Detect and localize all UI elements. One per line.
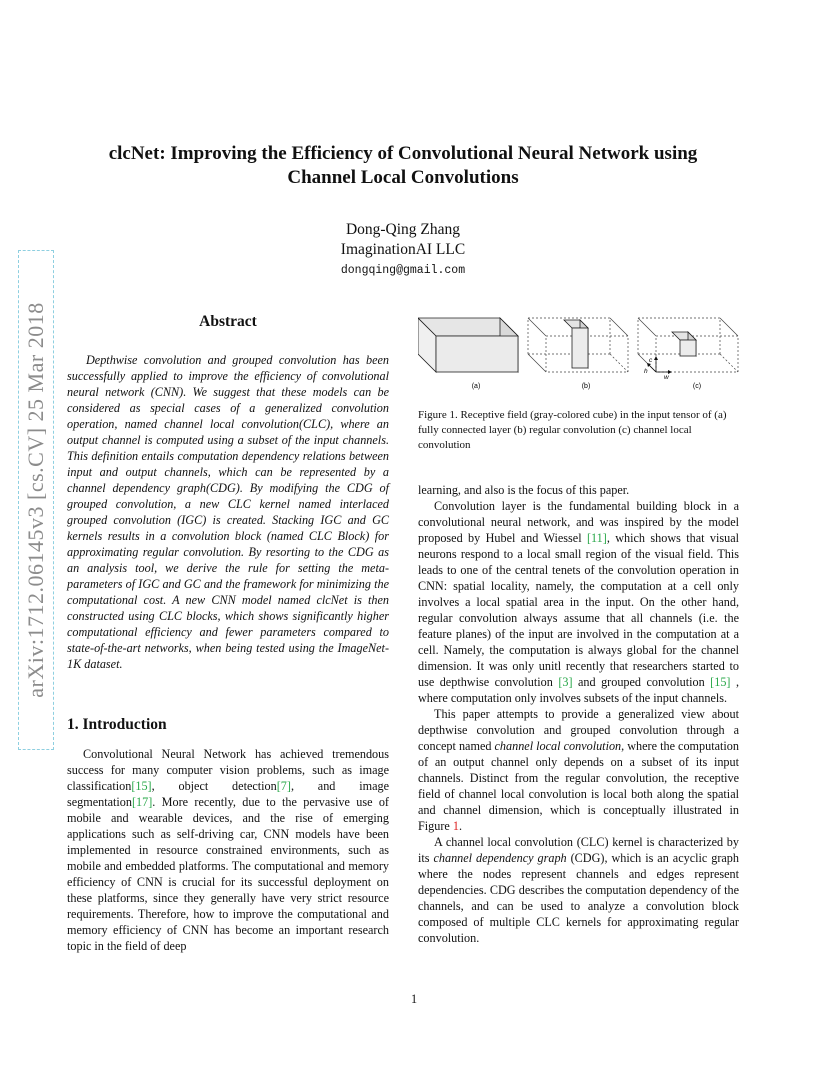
figure-reference-link[interactable]: 1 [452, 819, 459, 833]
text-span: , object detection [151, 779, 277, 793]
author-name: Dong-Qing Zhang [345, 221, 461, 238]
author-block [80, 220, 726, 281]
citation-link[interactable]: [15] [710, 675, 731, 689]
axis-c-label: c [649, 357, 653, 364]
axis-w-label: w [664, 374, 669, 381]
text-span: Convolutional Neural Network has achieved tremendous success for many computer vision problems, such as image classification [67, 747, 389, 793]
text-span: . [458, 819, 463, 833]
emphasis: channel dependency graph [433, 851, 567, 865]
text-span: , and image segmentation [67, 779, 389, 809]
intro-heading: 1. Introduction [67, 716, 167, 733]
abstract-text: Depthwise convolution and grouped convolution has been successfully applied to improve the efficiency of convolutional neural network (CNN). We suggest that these models can be considered as special cases of a generalized convolution operation, named channel local convolution(CLC), where an output channel is computed using a subset of the input channels. This definition entails computation dependency relations between input and output channels, which can be represented by a channel dependency graph(CDG). By modifying the CDG of grouped convolution, a new CLC kernel named interlaced grouped convolution (IGC) is created. Stacking IGC and GC kernels results in a convolution block (named CLC Block) for approximating regular convolution. By resorting to the CDG as an analysis tool, we derive the rule for setting the meta-parameters of IGC and GC and the framework for minimizing the computational cost. A new CNN model named clcNet is then constructed using CLC blocks, which shows significantly higher computational efficiency and fewer parameters compared to state-of-the-art networks, when being tested using the ImageNet-1K dataset. [67, 353, 389, 671]
paragraph-conv-layer [418, 498, 739, 706]
continued-paragraph: learning, and also is the focus of this paper. [418, 483, 630, 497]
text-span: . More recently, due to the pervasive use of mobile and wearable devices, and the rise of emerging applications such as self-driving car, CNN models have been implemented in resource constrained environments, such as mobile and embedded platforms. The computational and memory efficiency of CNN is crucial for its successful deployment on these platforms, since they generally have very strict resource requirements. Therefore, how to improve the computational and memory efficiency of CNN has become an important research topic in the field of deep [67, 795, 389, 953]
author-email: dongqing@gmail.com [340, 264, 466, 277]
cube-a [418, 318, 518, 372]
text-span: Convolution layer is the fundamental building block in a convolutional neural network, and was inspired by the model proposed by Hubel and Wiessel [418, 499, 739, 545]
intro-paragraph [67, 746, 389, 954]
subfig-label-b: (b) [581, 383, 591, 390]
title-line-2: Channel Local Convolutions [287, 167, 519, 188]
paragraph-clc-kernel [418, 834, 739, 946]
page-number: 1 [410, 992, 418, 1006]
receptive-field-diagram [418, 312, 739, 392]
author-affiliation: ImaginationAI LLC [340, 241, 466, 258]
abstract-heading: Abstract [199, 313, 257, 330]
title-line-1: clcNet: Improving the Efficiency of Convolutional Neural Network using [108, 143, 698, 164]
cube-b [528, 318, 628, 372]
emphasis: channel local convolution [494, 739, 622, 753]
right-column [418, 312, 739, 946]
left-column [67, 312, 389, 954]
citation-link[interactable]: [15] [131, 779, 152, 793]
text-span: , where the computation of an output channel only depends on a subset of its input channels. Distinct from the regular convolution, the receptive field of channel local convolution is local both along the spatial and channel dimension, which is conceptually illustrated in Figure [418, 739, 739, 833]
text-span: (CDG), which is an acyclic graph where the nodes represent channels and edges represent dependencies. CDG describes the computation dependency of the channels, and can be used to analyze a convolution block composed of multiple CLC kernels for approximating regular convolution. [418, 851, 739, 945]
citation-link[interactable]: [7] [276, 779, 291, 793]
figure-caption: Figure 1. Receptive field (gray-colored cube) in the input tensor of (a) fully connected layer (b) regular convolution (c) channel local convolution [418, 409, 727, 451]
subfig-label-a: (a) [471, 383, 481, 390]
text-span: This paper attempts to provide a generalized view about depthwise convolution and grouped convolution through a concept named [418, 707, 739, 753]
arxiv-stamp [18, 250, 54, 750]
text-span: , which shows that visual neurons respond to a local small region of the visual field. This leads to one of the central tenets of the convolution operation in CNN: spatial locality, namely, the computation at a cell only involves a local spatial area in the input. On the other hand, regular convolution always assume that all channels (i.e. the feature planes) of the input are involved in the computation at a cell. Namely, the computation is always global for the channel dimension. It was only unitl recently that researchers started to use depthwise convolution [418, 531, 739, 689]
paper-title [80, 142, 726, 190]
citation-link[interactable]: [3] [558, 675, 573, 689]
citation-link[interactable]: [17] [131, 795, 153, 809]
cube-c [638, 318, 738, 374]
text-span: , where computation only involves subsets of the input channels. [418, 675, 740, 705]
arxiv-stamp-text: arXiv:1712.06145v3 [cs.CV] 25 Mar 2018 [23, 302, 48, 698]
text-span: A channel local convolution (CLC) kernel is characterized by its [418, 835, 739, 865]
text-span: and grouped convolution [572, 675, 711, 689]
paragraph-generalized-view [418, 706, 739, 834]
axis-h-label: h [644, 368, 648, 375]
subfig-label-c: (c) [692, 383, 702, 390]
figure-1 [418, 312, 739, 392]
citation-link[interactable]: [11] [586, 531, 607, 545]
right-body [418, 482, 739, 946]
